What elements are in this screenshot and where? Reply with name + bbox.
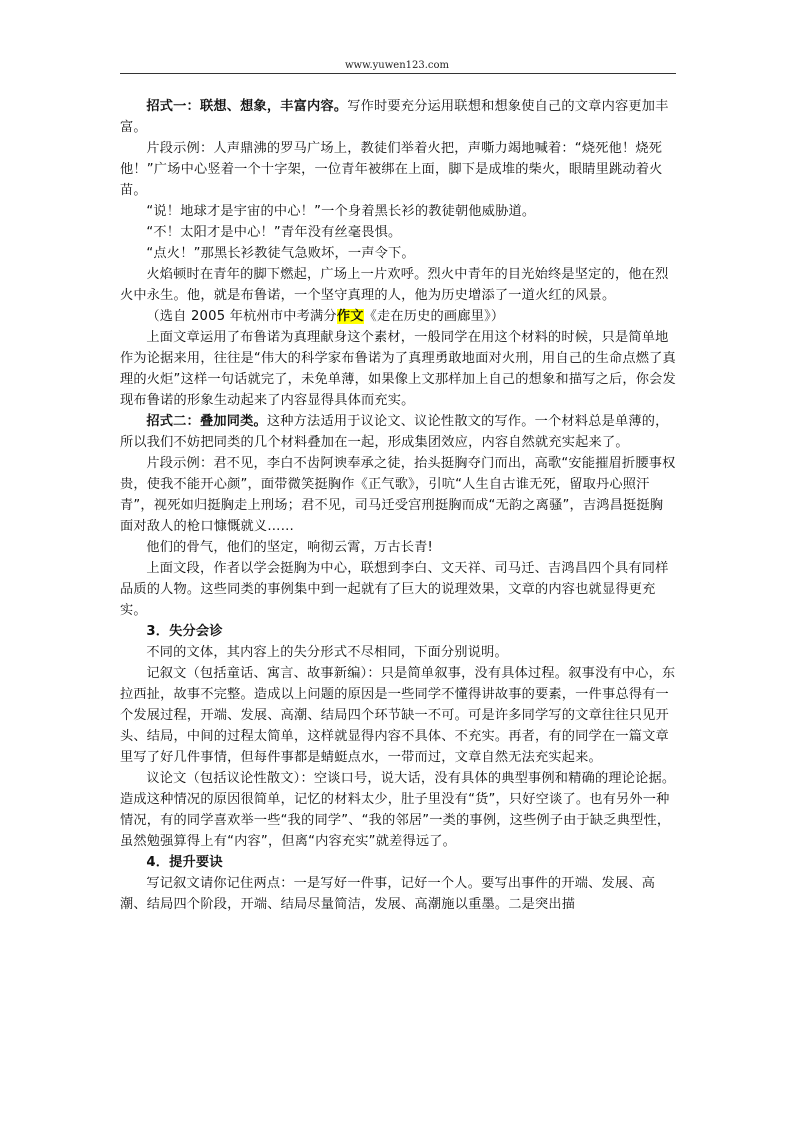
paragraph-narrative: 记叙文（包括童话、寓言、故事新编）：只是简单叙事，没有具体过程。叙事没有中心，东拉西扯，故事不完整。造成以上问题的原因是一些同学不懂得讲故事的要素，一件事总得有一个发展过程，开端、发展、高潮、结局四个环节缺一不可。可是许多同学写的文章往往只见开头、结局，中间的过程太简单，这样就显得内容不具体、不充实。再者，有的同学在一篇文章里写了好几件事情，但每件事都是蜻蜓点水，一带而过，文章自然无法充实起来。 [120,666,676,765]
paragraph-method-one: 招式一：联想、想象，丰富内容。写作时要充分运用联想和想象使自己的文章内容更加丰富。 [120,99,669,135]
paragraph-method-two: 招式二：叠加同类。这种方法适用于议论文、议论性散文的写作。一个材料总是单薄的，所以我们不妨把同类的几个材料叠加在一起，形成集团效应，内容自然就充实起来了。 [120,414,669,450]
paragraph-dialogue-3: “点火！”那黑长衫教徒气急败坏，一声令下。 [146,246,415,261]
paragraph-spirit: 他们的骨气，他们的坚定，响彻云霄，万古长青! [146,540,434,555]
paragraph-analysis-1: 上面文章运用了布鲁诺为真理献身这个素材，一般同学在用这个材料的时候，只是简单地作为论据来用，往往是“伟大的科学家布鲁诺为了真理勇敢地面对火刑，用自己的生命点燃了真理的火炬”这样一句话就完了，未免单薄，如果像上文那样加上自己的想象和描写之后，你会发现布鲁诺的形象生动起来了内容显得具体而充实。 [120,330,676,408]
paragraph-dialogue-1: “说！地球才是宇宙的中心！”一个身着黑长衫的教徒朝他威胁道。 [146,204,536,219]
section-heading-4: 4．提升要诀 [146,855,223,870]
document-body [120,96,676,915]
paragraph-fire: 火焰顿时在青年的脚下燃起，广场上一片欢呼。烈火中青年的目光始终是坚定的，他在烈火中永生。他，就是布鲁诺，一个坚守真理的人，他为历史增添了一道火红的风景。 [120,267,669,303]
paragraph-source: （选自 2005 年杭州市中考满分作文《走在历史的画廊里》） [146,309,505,324]
heading-method-two: 招式二：叠加同类。 [146,414,267,429]
paragraph-example-libai: 片段示例：君不见，李白不齿阿谀奉承之徒，抬头挺胸夺门而出，高歌“安能摧眉折腰事权贵，使我不能开心颜”，面带微笑挺胸作《正气歌》，引吭“人生自古谁无死，留取丹心照汗青”，视死如归挺胸走上刑场；君不见，司马迁受宫刑挺胸而成“无韵之离骚”，吉鸿昌挺挺胸面对敌人的枪口慷慨就义…… [120,456,676,534]
paragraph-tips: 写记叙文请你记住两点：一是写好一件事，记好一个人。要写出事件的开端、发展、高潮、结局四个阶段，开端、结局尽量简洁，发展、高潮施以重墨。二是突出描 [120,876,656,912]
paragraph-example-bruno: 片段示例：人声鼎沸的罗马广场上，教徒们举着火把，声嘶力竭地喊着：“烧死他！烧死他！”广场中心竖着一个十字架，一位青年被绑在上面，脚下是成堆的柴火，眼睛里跳动着火苗。 [120,141,663,198]
paragraph-argument: 议论文（包括议论性散文）：空谈口号，说大话，没有具体的典型事例和精确的理论论据。造成这种情况的原因很简单，记忆的材料太少，肚子里没有“货”，只好空谈了。也有另外一种情况，有的同学喜欢举一些“我的同学”、“我的邻居”一类的事例，这些例子由于缺乏典型性，虽然勉强算得上有“内容”，但离“内容充实”就差得远了。 [120,771,676,849]
heading-method-one: 招式一：联想、想象，丰富内容。 [146,99,348,114]
paragraph-dialogue-2: “不！太阳才是中心！”青年没有丝毫畏惧。 [146,225,402,240]
section-heading-3: 3．失分会诊 [146,624,223,639]
paragraph-intro: 不同的文体，其内容上的失分形式不尽相同，下面分别说明。 [146,645,508,660]
paragraph-analysis-2: 上面文段，作者以学会挺胸为中心，联想到李白、文天祥、司马迁、吉鸿昌四个具有同样品质的人物。这些同类的事例集中到一起就有了巨大的说理效果，文章的内容也就显得更充实。 [120,561,669,618]
header-url[interactable]: www.yuwen123.com [344,60,450,71]
header-divider [120,73,676,74]
highlighted-keyword: 作文 [336,309,364,324]
